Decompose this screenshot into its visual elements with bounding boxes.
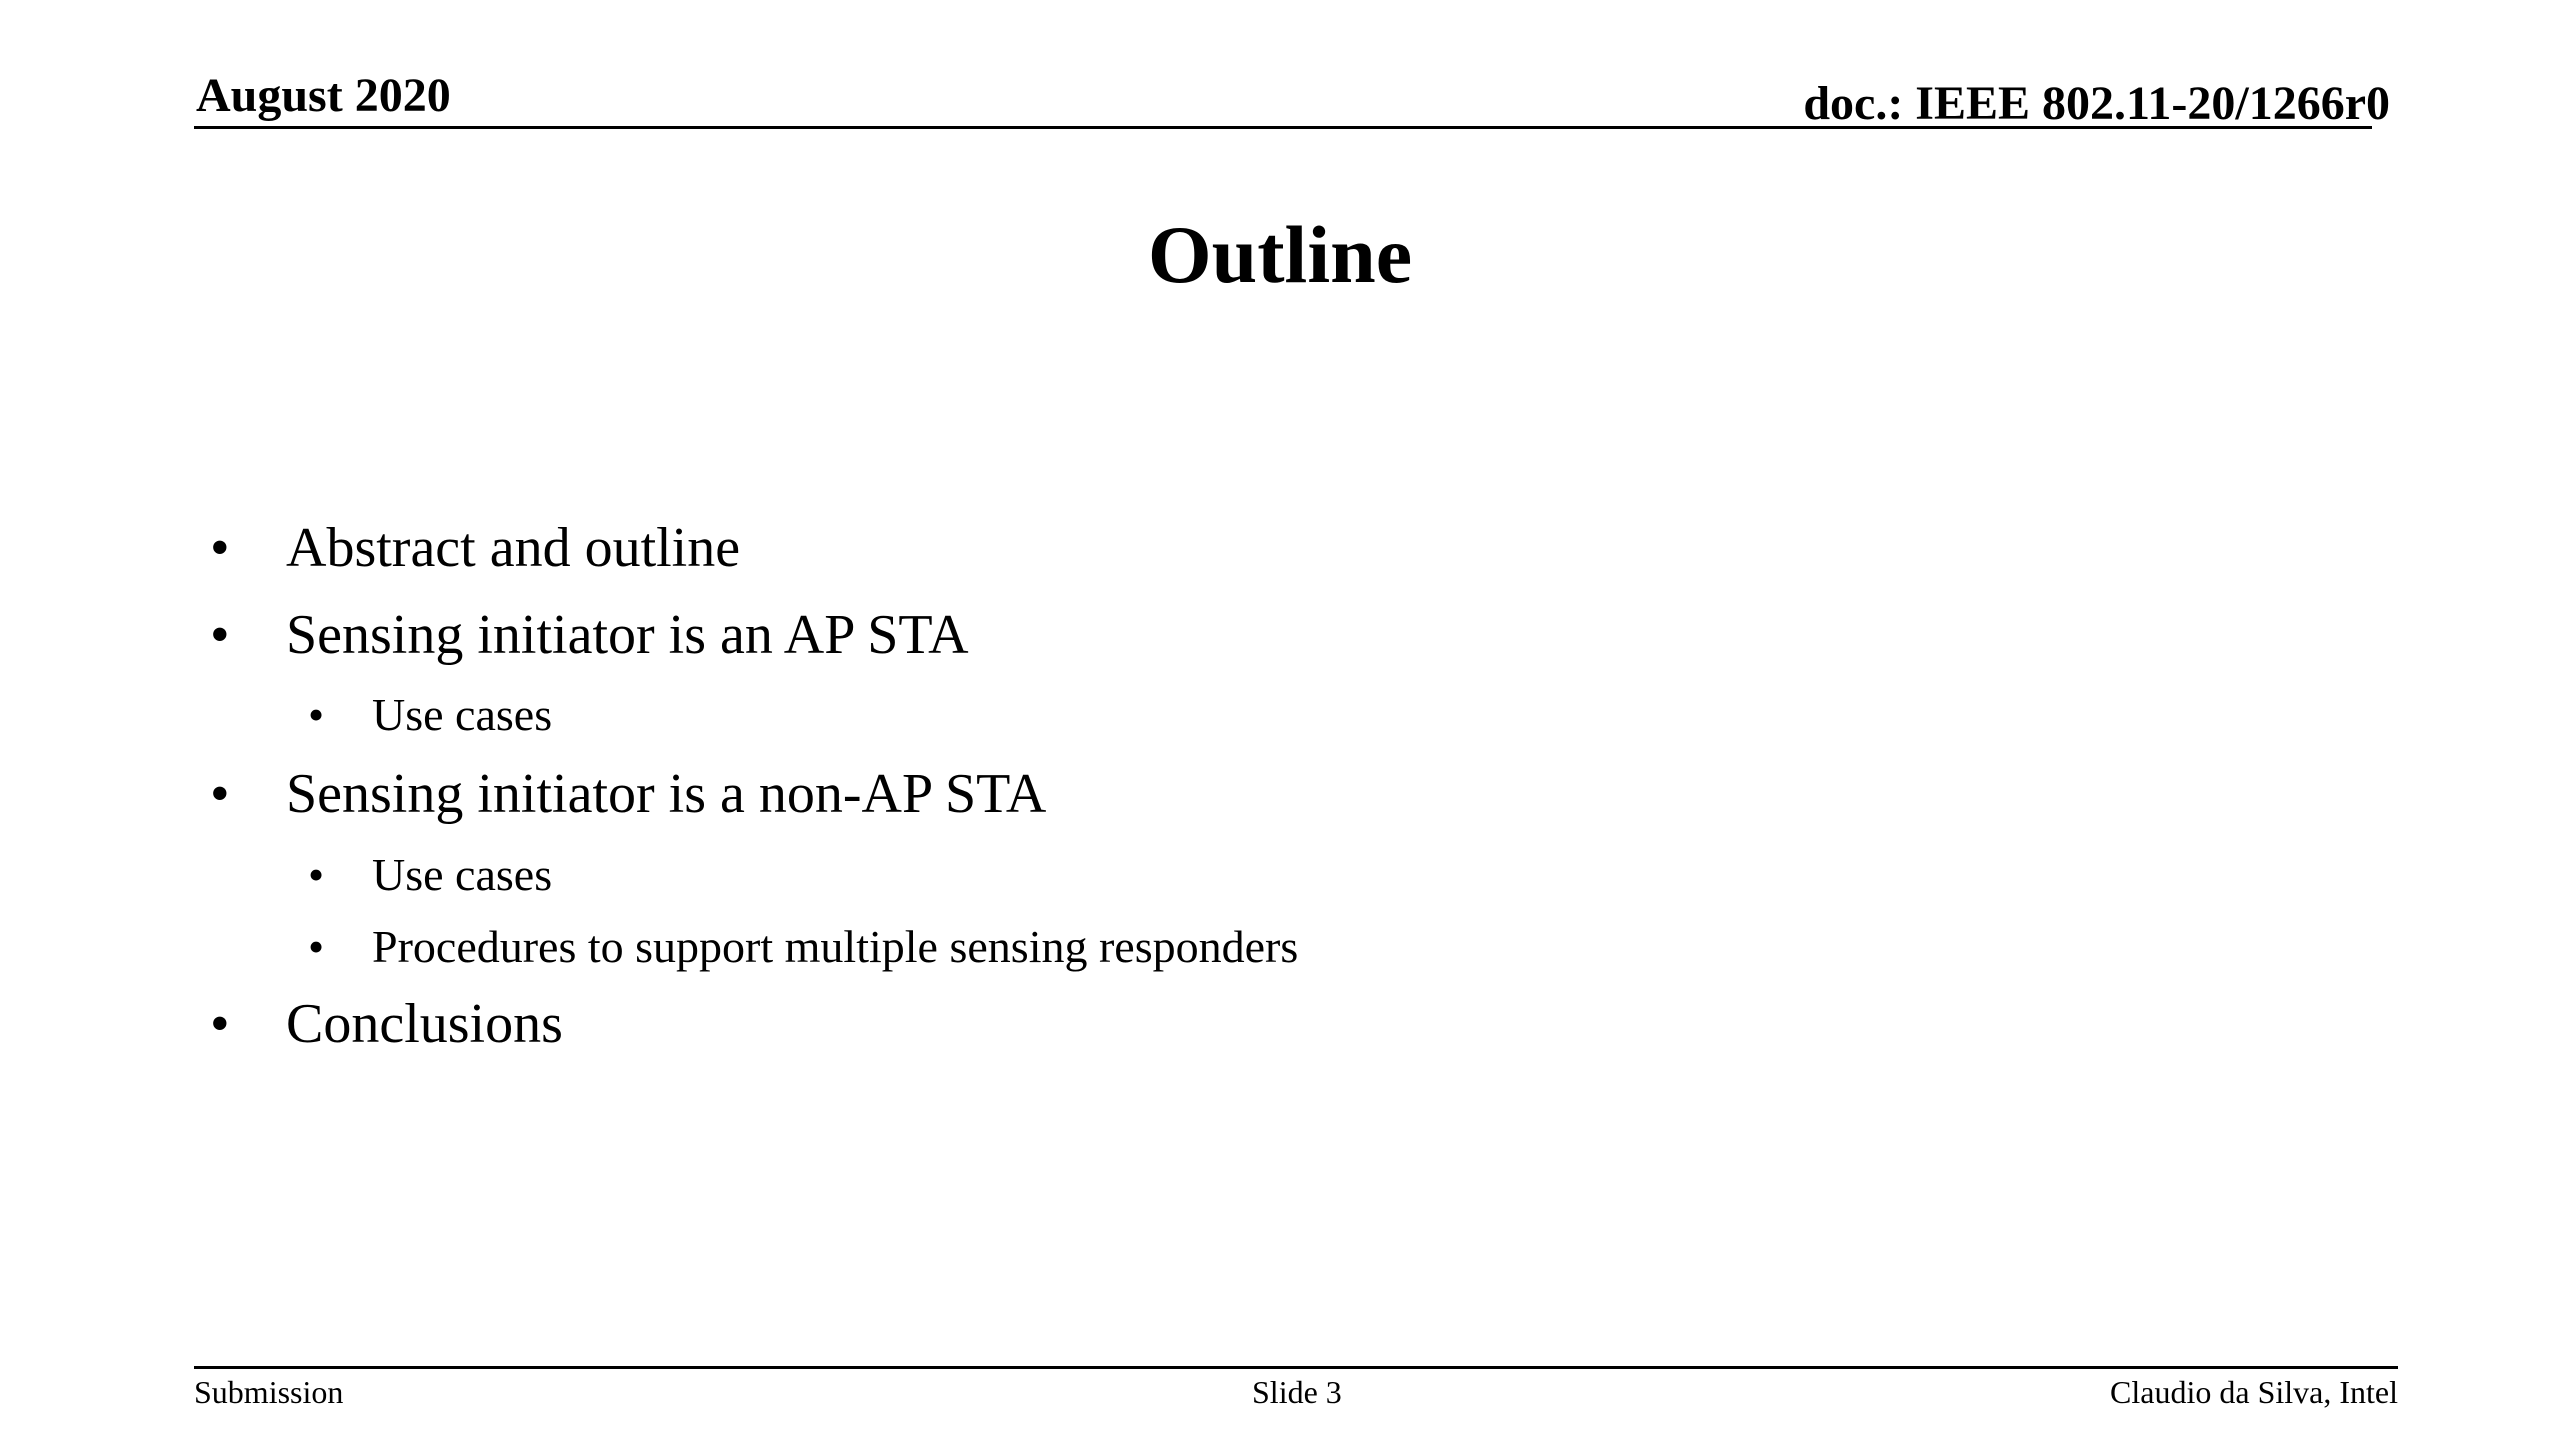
bullet-marker: • — [210, 604, 230, 666]
footer-submission: Submission — [194, 1374, 344, 1410]
bullet-text: Conclusions — [286, 993, 563, 1055]
bullet-text: Use cases — [372, 849, 553, 900]
header-document-id: doc.: IEEE 802.11-20/1266r0 — [1803, 77, 2390, 130]
bullet-text: Abstract and outline — [286, 517, 741, 579]
bullet-text: Use cases — [372, 689, 553, 740]
bullet-marker: • — [210, 763, 230, 825]
bullet-marker: • — [210, 517, 230, 579]
bullet-marker: • — [210, 993, 230, 1055]
footer-slide-number: Slide 3 — [1252, 1374, 1342, 1410]
bullet-marker: • — [308, 921, 325, 972]
bullet-marker: • — [308, 689, 325, 740]
footer-author: Claudio da Silva, Intel — [2110, 1374, 2398, 1410]
bullet-text: Procedures to support multiple sensing responders — [372, 921, 1299, 972]
footer-divider — [194, 1366, 2398, 1369]
bullet-text: Sensing initiator is an AP STA — [286, 604, 969, 666]
header-divider — [194, 126, 2372, 129]
bullet-text: Sensing initiator is a non-AP STA — [286, 763, 1047, 825]
header-date: August 2020 — [196, 69, 451, 122]
bullet-marker: • — [308, 849, 325, 900]
slide-title: Outline — [1147, 209, 1413, 300]
